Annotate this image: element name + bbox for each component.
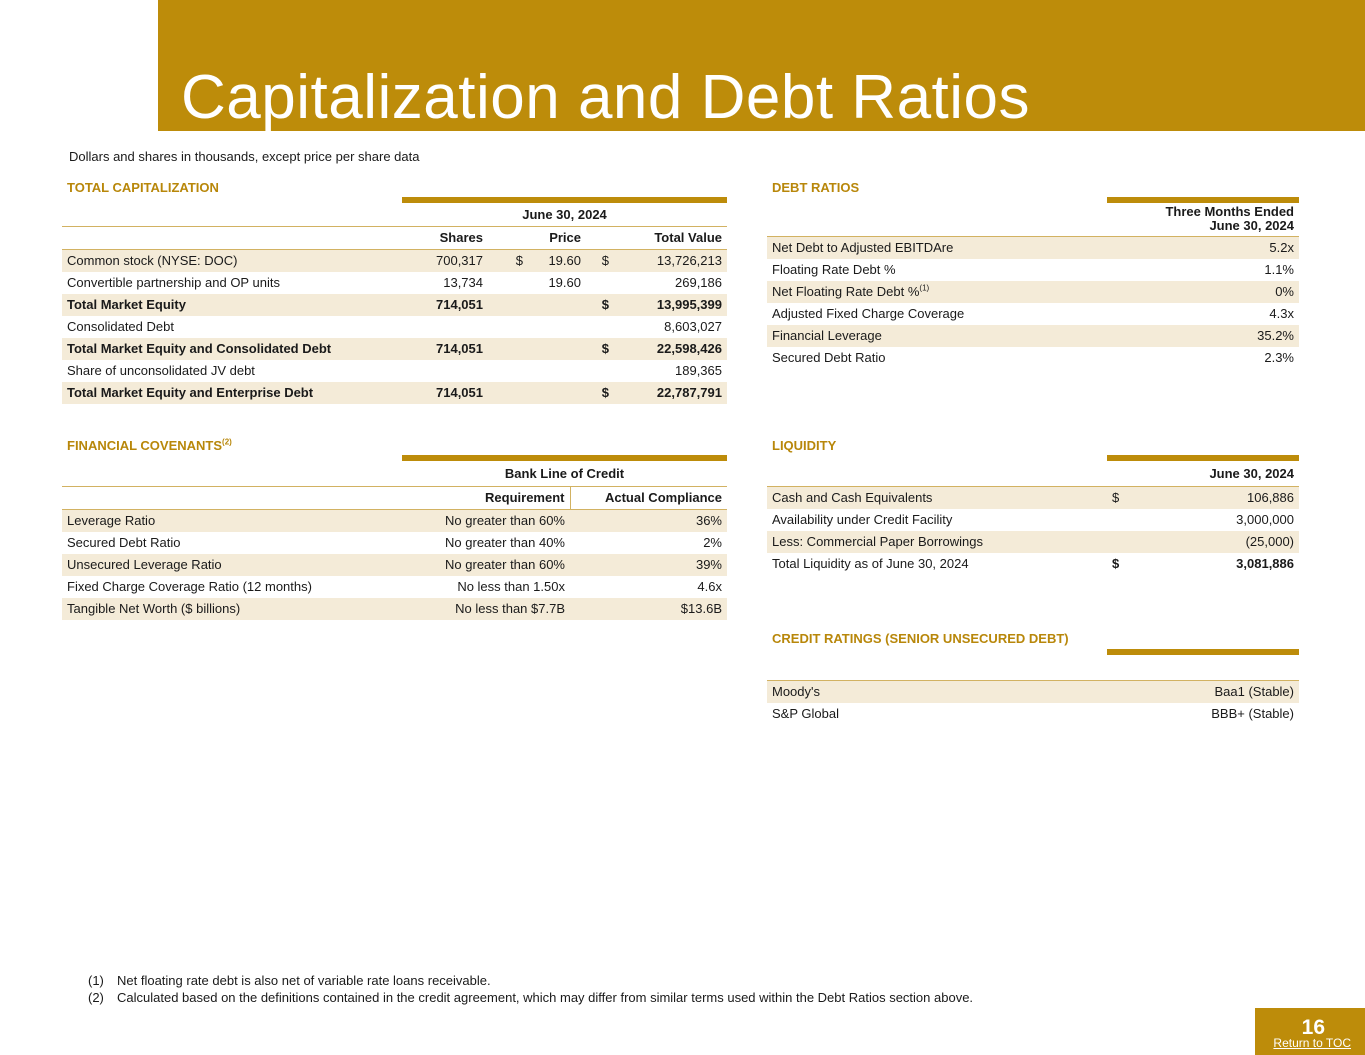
units-note: Dollars and shares in thousands, except price per share data <box>69 149 420 164</box>
rating-cell: BBB+ (Stable) <box>1211 706 1294 721</box>
actual-cell: 36% <box>570 509 727 532</box>
value-cell: 189,365 <box>675 363 722 378</box>
liquidity-period-header: June 30, 2024 <box>1107 458 1299 486</box>
shares-cell <box>402 360 488 382</box>
row-label: Cash and Cash Equivalents <box>767 486 1107 509</box>
table-row <box>62 249 727 272</box>
table-row <box>767 553 1299 575</box>
table-row <box>62 316 727 338</box>
row-label-text: Net Floating Rate Debt % <box>772 284 920 299</box>
period-line-1: Three Months Ended <box>1165 204 1294 220</box>
value-cell: 269,186 <box>675 275 722 290</box>
value-currency: $ <box>586 294 614 316</box>
value-cell: 13,726,213 <box>614 249 727 272</box>
col-total-value-header: Total Value <box>586 226 727 249</box>
price-currency <box>488 272 528 294</box>
row-label: Total Liquidity as of June 30, 2024 <box>772 556 969 571</box>
debt-ratios-period-header <box>1107 200 1299 236</box>
price-cell: 19.60 <box>528 249 586 272</box>
credit-ratings-heading: CREDIT RATINGS (SENIOR UNSECURED DEBT) <box>772 631 1069 646</box>
value-cell: 1.1% <box>1264 262 1294 277</box>
table-row <box>62 360 727 382</box>
price-cell <box>528 294 586 316</box>
row-label: Total Market Equity and Consolidated Debt <box>62 338 402 360</box>
price-currency <box>488 316 528 338</box>
row-label <box>767 281 1107 303</box>
financial-covenants-heading <box>67 438 232 453</box>
value-currency: $ <box>586 338 614 360</box>
value-cell: 22,598,426 <box>614 338 727 360</box>
price-currency <box>488 294 528 316</box>
table-row <box>767 347 1299 369</box>
row-label: Tangible Net Worth ($ billions) <box>62 598 402 620</box>
price-cell <box>528 360 586 382</box>
row-label: Availability under Credit Facility <box>772 512 953 527</box>
footnote-ref: (2) <box>222 437 232 447</box>
footnote <box>88 972 973 989</box>
table-row <box>62 509 727 532</box>
page-title: Capitalization and Debt Ratios <box>181 63 1031 132</box>
liquidity-heading: LIQUIDITY <box>772 438 837 453</box>
table-row <box>767 281 1299 303</box>
currency-cell <box>1107 531 1147 553</box>
agency-label: S&P Global <box>772 706 839 721</box>
table-row <box>767 531 1299 553</box>
shares-cell: 700,317 <box>402 249 488 272</box>
value-currency <box>586 316 614 338</box>
row-label: Secured Debt Ratio <box>67 535 181 550</box>
row-label: Secured Debt Ratio <box>772 350 886 365</box>
shares-cell <box>402 316 488 338</box>
value-cell: 3,000,000 <box>1236 512 1294 527</box>
price-currency <box>488 360 528 382</box>
value-currency <box>586 360 614 382</box>
shares-cell: 714,051 <box>402 382 488 404</box>
price-cell: 19.60 <box>548 275 581 290</box>
table-row <box>62 554 727 576</box>
price-currency: $ <box>488 249 528 272</box>
requirement-cell: No greater than 60% <box>402 509 570 532</box>
currency-cell: $ <box>1112 556 1120 571</box>
value-cell: 35.2% <box>1107 325 1299 347</box>
debt-ratios-table <box>767 197 1299 369</box>
actual-cell: $13.6B <box>570 598 727 620</box>
value-cell: 13,995,399 <box>614 294 727 316</box>
rating-cell: Baa1 (Stable) <box>1107 680 1299 703</box>
period-line-2: June 30, 2024 <box>1209 218 1294 234</box>
credit-ratings-table <box>767 649 1299 725</box>
value-cell: 106,886 <box>1147 486 1299 509</box>
table-row <box>62 598 727 620</box>
value-cell: 0% <box>1107 281 1299 303</box>
total-capitalization-table <box>62 197 727 404</box>
row-label: Financial Leverage <box>767 325 1107 347</box>
row-label: Total Market Equity <box>62 294 402 316</box>
table-row <box>62 576 727 598</box>
price-cell <box>528 316 586 338</box>
financial-covenants-table <box>62 455 727 620</box>
table-row <box>767 680 1299 703</box>
footnote-ref: (1) <box>919 283 930 293</box>
table-row <box>62 382 727 404</box>
table-row <box>62 294 727 316</box>
shares-cell: 714,051 <box>402 338 488 360</box>
page-number: 16 <box>1301 1016 1325 1039</box>
price-cell <box>528 338 586 360</box>
price-cell <box>528 382 586 404</box>
currency-cell <box>1107 509 1147 531</box>
row-label: Leverage Ratio <box>62 509 402 532</box>
shares-cell: 13,734 <box>443 275 483 290</box>
row-label: Unsecured Leverage Ratio <box>62 554 402 576</box>
bank-line-header: Bank Line of Credit <box>402 458 727 486</box>
table-row <box>767 486 1299 509</box>
price-currency <box>488 338 528 360</box>
total-capitalization-heading: TOTAL CAPITALIZATION <box>67 180 219 195</box>
row-label: Adjusted Fixed Charge Coverage <box>772 306 965 321</box>
total-cap-period-header: June 30, 2024 <box>402 200 727 226</box>
row-label: Fixed Charge Coverage Ratio (12 months) <box>67 579 312 594</box>
value-cell: 8,603,027 <box>664 319 722 334</box>
table-row <box>767 325 1299 347</box>
table-row <box>767 236 1299 259</box>
requirement-cell: No less than $7.7B <box>402 598 570 620</box>
table-row <box>767 703 1299 725</box>
actual-cell: 39% <box>570 554 727 576</box>
liquidity-table <box>767 455 1299 575</box>
covenants-heading-text: FINANCIAL COVENANTS <box>67 438 223 453</box>
value-currency: $ <box>586 382 614 404</box>
row-label: Share of unconsolidated JV debt <box>67 363 255 378</box>
footnote-number: (2) <box>88 990 104 1005</box>
row-label: Floating Rate Debt % <box>772 262 896 277</box>
footnote-number: (1) <box>88 973 104 988</box>
table-row <box>62 532 727 554</box>
footnotes <box>88 972 973 1006</box>
row-label: Total Market Equity and Enterprise Debt <box>62 382 402 404</box>
col-price-header: Price <box>488 226 586 249</box>
actual-cell: 2% <box>703 535 722 550</box>
requirement-cell: No greater than 60% <box>402 554 570 576</box>
debt-ratios-heading: DEBT RATIOS <box>772 180 860 195</box>
value-currency: $ <box>586 249 614 272</box>
col-requirement-header: Requirement <box>402 486 570 509</box>
col-actual-compliance-header: Actual Compliance <box>570 486 727 509</box>
shares-cell: 714,051 <box>402 294 488 316</box>
value-cell: 2.3% <box>1264 350 1294 365</box>
table-row <box>62 272 727 294</box>
row-label: Less: Commercial Paper Borrowings <box>767 531 1107 553</box>
table-row <box>767 509 1299 531</box>
page-number-box <box>1255 1008 1365 1055</box>
return-to-toc-link[interactable]: Return to TOC <box>1273 1036 1351 1050</box>
agency-label: Moody's <box>767 680 1107 703</box>
value-cell: (25,000) <box>1147 531 1299 553</box>
value-cell: 5.2x <box>1107 236 1299 259</box>
row-label: Net Debt to Adjusted EBITDAre <box>767 236 1107 259</box>
value-cell: 4.3x <box>1269 306 1294 321</box>
footnote-text: Calculated based on the definitions contained in the credit agreement, which may differ from similar terms used within the Debt Ratios section above. <box>117 990 974 1005</box>
footnote <box>88 989 973 1006</box>
table-row <box>62 338 727 360</box>
value-cell: 3,081,886 <box>1236 556 1294 571</box>
actual-cell: 4.6x <box>697 579 722 594</box>
row-label: Common stock (NYSE: DOC) <box>62 249 402 272</box>
row-label: Convertible partnership and OP units <box>67 275 280 290</box>
currency-cell: $ <box>1107 486 1147 509</box>
requirement-cell: No less than 1.50x <box>457 579 565 594</box>
footnote-text: Net floating rate debt is also net of variable rate loans receivable. <box>117 973 491 988</box>
col-shares-header: Shares <box>402 226 488 249</box>
value-cell: 22,787,791 <box>614 382 727 404</box>
requirement-cell: No greater than 40% <box>445 535 565 550</box>
table-row <box>767 259 1299 281</box>
table-row <box>767 303 1299 325</box>
value-currency <box>586 272 614 294</box>
row-label: Consolidated Debt <box>67 319 174 334</box>
price-currency <box>488 382 528 404</box>
